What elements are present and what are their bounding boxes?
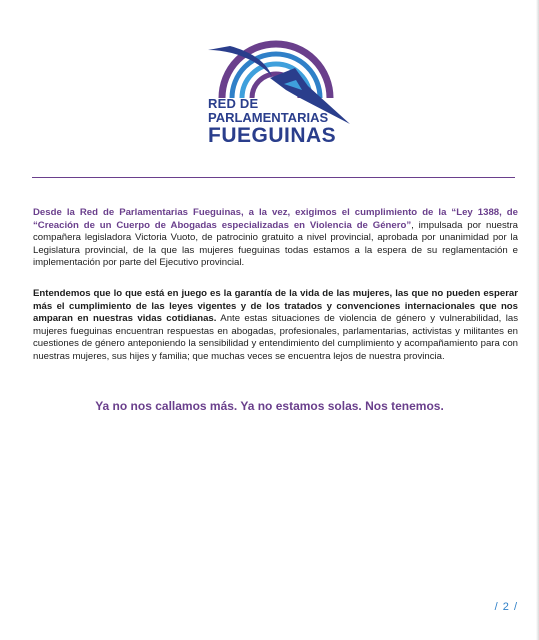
logo-line3: FUEGUINAS [208,124,337,147]
paragraph-ley-1388 [33,207,518,270]
paragraph-2-highlight: Entendemos que lo que está en juego es la garantía de la vida de las mujeres, las que no pueden esperar más el cumplimiento de las leyes vigentes y de los tratados y convenciones internacionales que nos amparan en nuestras vidas cotidianas. [33,288,518,325]
paragraph-garantia [33,288,518,364]
paragraph-2-body: Ante estas situaciones de violencia de género y vulnerabilidad, las mujeres fueguinas encuentran respuestas en abogadas, profesionales, parlamentarias, activistas y militantes en cuestiones de género anteponiendo la sensibilidad y entendimiento del cumplimiento y acompañamiento para con nuestras mujeres, sus hijes y familia; que muchas veces se encuentra lejos de nuestra provincia. [33,313,518,362]
logo-wordmark [208,97,336,146]
slogan: Ya no nos callamos más. Ya no estamos solas. Nos tenemos. [95,399,444,413]
header-divider [32,177,515,178]
paragraph-1-body: , impulsada por nuestra compañera legisladora Victoria Vuoto, de patrocinio gratuito a nivel provincial, aprobada por unanimidad por la Legislatura provincial, de la que las mujeres fueguinas todas estamos a la espera de su reglamentación e implementación por parte del Ejecutivo provincial. [33,219,518,269]
logo-line1: RED DE [208,96,259,111]
red-parlamentarias-logo [200,38,360,150]
paragraph-1-highlight: Desde la Red de Parlamentarias Fueguinas, a la vez, exigimos el cumplimiento de la “Ley 1388, de “Creación de un Cuerpo de Abogadas especializadas en Violencia de Género” [33,207,518,231]
page-number: / 2 / [494,601,518,613]
logo-line2: PARLAMENTARIAS [208,110,329,125]
